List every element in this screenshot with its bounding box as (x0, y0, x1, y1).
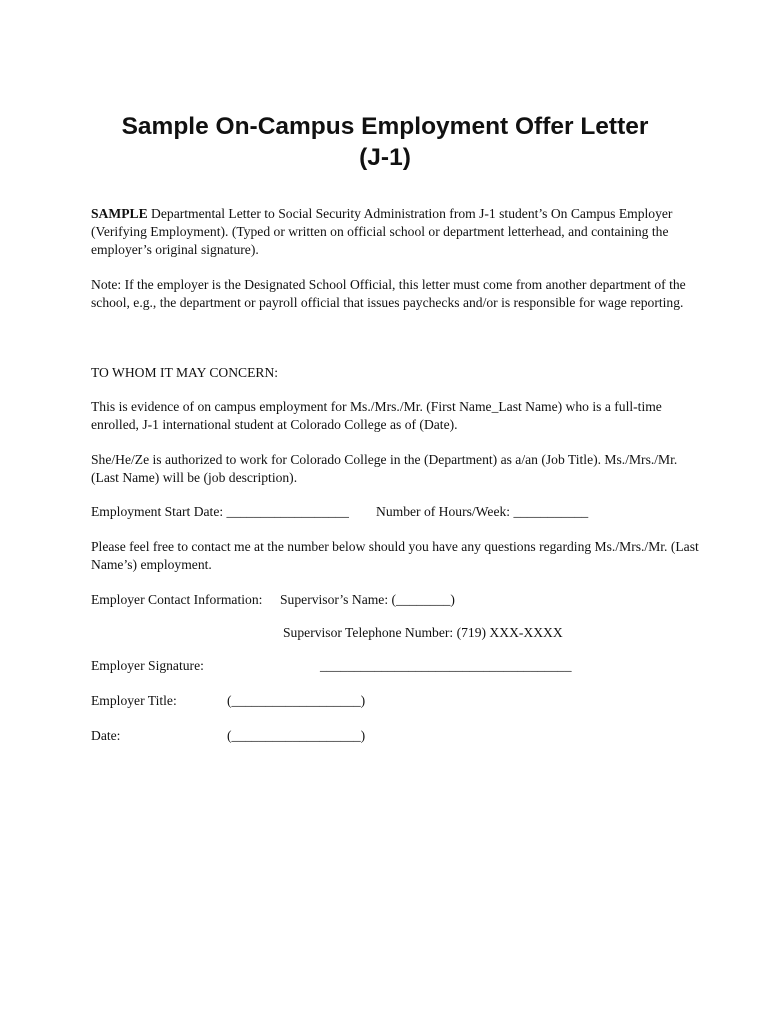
contact-paragraph: Please feel free to contact me at the number below should you have any questions regarding Ms./Mrs./Mr. (Last Name’s) employment. (91, 539, 699, 572)
date-blank: (___________________) (227, 728, 366, 743)
document-title-line-1: Sample On-Campus Employment Offer Letter (121, 113, 649, 140)
note-paragraph: Note: If the employer is the Designated School Official, this letter must come from another department of the school, e.g., the department or payroll official that issues paychecks and/or is responsible for wage reporting. (91, 277, 686, 310)
document-title (60, 111, 710, 173)
document-title-line-2: (J-1) (359, 144, 411, 171)
employer-contact-info-label: Employer Contact Information: (91, 592, 263, 607)
evidence-paragraph: This is evidence of on campus employment for Ms./Mrs./Mr. (First Name_Last Name) who is a full-time enrolled, J-1 international student at Colorado College as of (Date). (91, 399, 662, 432)
authorization-paragraph: She/He/Ze is authorized to work for Colorado College in the (Department) as a/an (Job Title). Ms./Mrs./Mr. (Last Name) will be (job description). (91, 452, 678, 485)
supervisor-telephone-field: Supervisor Telephone Number: (719) XXX-XXXX (283, 625, 563, 640)
employer-title-blank: (___________________) (227, 693, 366, 708)
employer-signature-label: Employer Signature: (91, 658, 204, 673)
hours-per-week-label: Number of Hours/Week: ___________ (376, 504, 589, 519)
employment-start-date-label: Employment Start Date: __________________ (91, 504, 349, 519)
date-label: Date: (91, 728, 121, 743)
intro-text: Departmental Letter to Social Security Administration from J-1 student’s On Campus Employer (Verifying Employment). (Typed or written on official school or department letterhead, and containing the employer’s original signature). (91, 206, 673, 257)
intro-paragraph (91, 205, 701, 259)
employer-signature-line: _____________________________________ (320, 658, 572, 673)
employer-title-label: Employer Title: (91, 693, 177, 708)
salutation: TO WHOM IT MAY CONCERN: (91, 365, 279, 380)
supervisor-name-field: Supervisor’s Name: (________) (280, 592, 455, 607)
intro-sample-label: SAMPLE (91, 206, 148, 221)
